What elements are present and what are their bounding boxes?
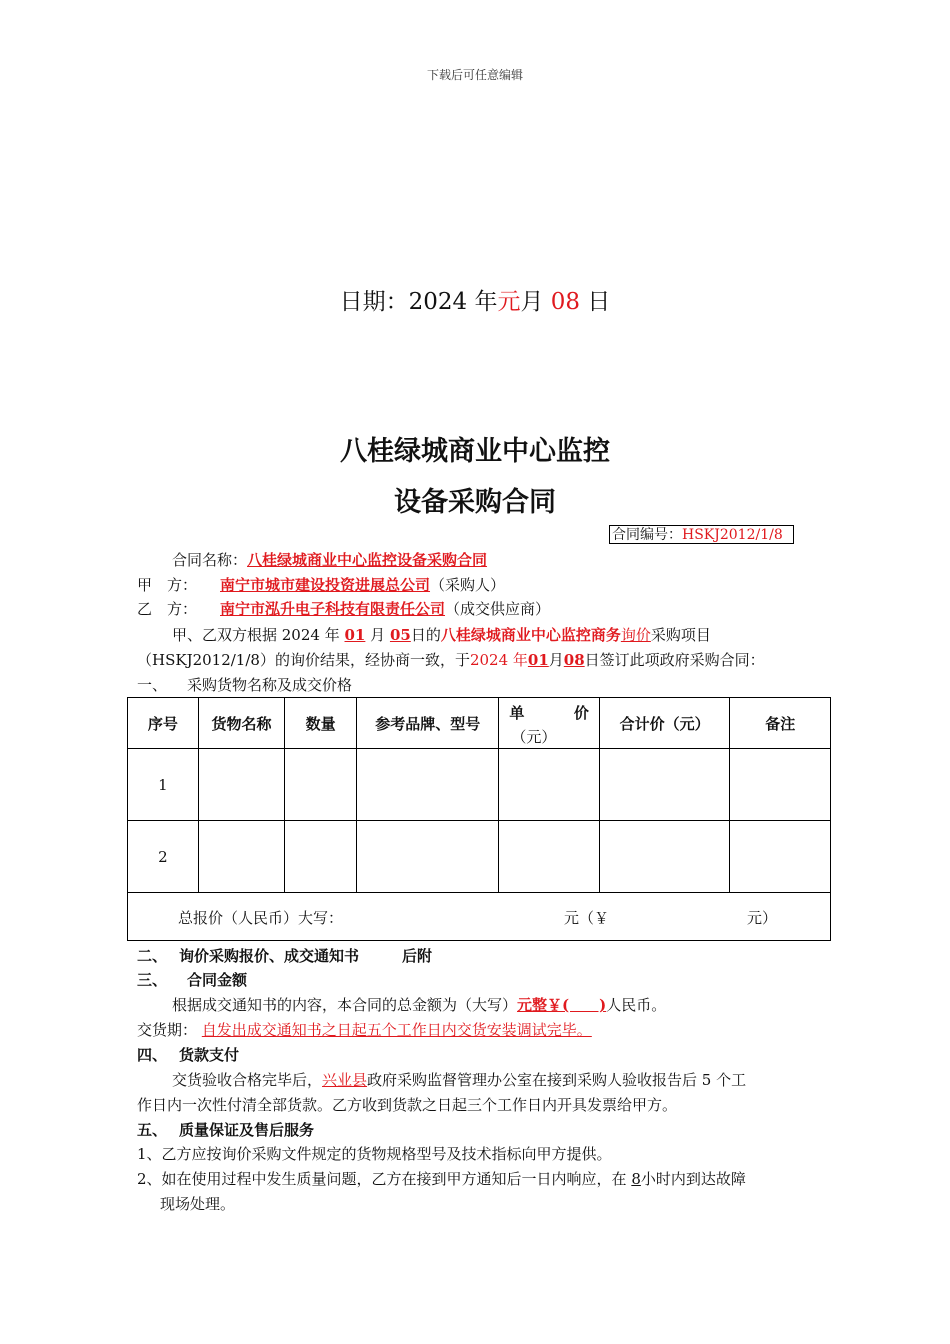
- party-b-label: 乙 方：: [137, 600, 198, 618]
- cell-remark: [730, 749, 831, 821]
- party-a-value: 南宁市城市建设投资进展总公司: [220, 576, 431, 594]
- intro-inquiry: 询价: [620, 626, 651, 644]
- intro-month-1: 01: [344, 626, 366, 644]
- header-note: 下载后可任意编辑: [426, 68, 523, 82]
- party-a-label: 甲 方：: [137, 576, 198, 594]
- section-5-heading: [137, 1119, 314, 1140]
- table-header-row: [128, 698, 831, 749]
- section-title: 货款支付: [179, 1046, 240, 1064]
- table-row: [128, 749, 831, 821]
- section-number: 二、: [137, 947, 168, 965]
- table-row: [128, 821, 831, 893]
- payment-line-1: [172, 1069, 746, 1091]
- section-4-heading: [137, 1044, 239, 1065]
- intro-text: （HSKJ2012/1/8）的询价结果，经协商一致，于: [137, 651, 470, 669]
- section-number: 四、: [137, 1046, 168, 1064]
- cell-remark: [730, 821, 831, 893]
- contract-name-line: [172, 549, 487, 571]
- section-2-heading: [137, 945, 432, 966]
- cell-unit-price: [499, 821, 599, 893]
- contract-number-label: 合同编号：: [612, 527, 682, 543]
- contract-name-label: 合同名称：: [172, 551, 248, 569]
- delivery-line: [137, 1019, 592, 1041]
- unit-price-char-2: 价: [573, 704, 589, 722]
- intro-text: 月: [548, 651, 564, 669]
- section-number: 五、: [137, 1121, 168, 1139]
- intro-year-2: 2024 年: [469, 651, 528, 669]
- col-header-goods: 货物名称: [198, 698, 285, 749]
- date-line: [0, 283, 950, 316]
- intro-project: 八桂绿城商业中心监控商务: [440, 626, 621, 644]
- row-no: 1: [128, 749, 199, 821]
- unit-price-char-1: 单: [509, 704, 525, 722]
- row-no: 2: [128, 821, 199, 893]
- section-1-heading: [137, 674, 352, 696]
- amount-text: 根据成交通知书的内容，本合同的总金额为（大写）: [172, 996, 518, 1014]
- amount-value: 元整￥( ): [517, 996, 607, 1014]
- intro-text: 采购项目: [650, 626, 711, 644]
- col-header-no: 序号: [128, 698, 199, 749]
- total-label: 总报价（人民币）大写：: [178, 909, 344, 927]
- date-day-suffix: 日: [587, 289, 611, 315]
- delivery-label: 交货期：: [137, 1021, 198, 1039]
- amount-line: [172, 994, 666, 1016]
- quality-item-1: 1、乙方应按询价采购文件规定的货物规格型号及技术指标向甲方提供。: [137, 1145, 612, 1163]
- date-day: 08: [550, 289, 581, 315]
- payment-text: 交货验收合格完毕后，: [172, 1071, 323, 1089]
- section-title: 询价采购报价、成交通知书: [179, 947, 360, 965]
- total-cell: [128, 893, 831, 941]
- cell-total: [599, 749, 730, 821]
- party-b-value: 南宁市泓升电子科技有限责任公司: [220, 600, 446, 618]
- section-3-heading: [137, 969, 247, 990]
- cell-unit-price: [499, 749, 599, 821]
- quality-text: 小时内到达故障: [640, 1170, 746, 1188]
- contract-name-value: 八桂绿城商业中心监控设备采购合同: [247, 551, 488, 569]
- intro-text: 甲、乙双方根据 2024 年: [172, 626, 340, 644]
- party-a-role: （采购人）: [430, 576, 506, 594]
- cell-total: [599, 821, 730, 893]
- cell-brand: [357, 749, 499, 821]
- col-header-unit-price: [499, 698, 599, 749]
- intro-text: 日签订此项政府采购合同：: [584, 651, 765, 669]
- col-header-remark: 备注: [730, 698, 831, 749]
- cell-qty: [285, 749, 357, 821]
- quality-item-2-cont: 现场处理。: [160, 1195, 236, 1213]
- intro-text: 月: [370, 626, 386, 644]
- section-title: 采购货物名称及成交价格: [187, 676, 353, 694]
- unit-price-unit: （元）: [511, 728, 557, 746]
- intro-line-1: [172, 624, 711, 646]
- intro-day-2: 08: [563, 651, 585, 669]
- amount-suffix: 人民币。: [606, 996, 667, 1014]
- payment-line-2: 作日内一次性付清全部货款。乙方收到货款之日起三个工作日内开具发票给甲方。: [137, 1096, 678, 1114]
- quality-text: 2、如在使用过程中发生质量问题，乙方在接到甲方通知后一日内响应，在: [137, 1170, 627, 1188]
- party-b-line: [137, 598, 550, 620]
- total-yuan: 元（￥: [564, 909, 610, 927]
- cell-goods: [198, 749, 285, 821]
- party-a-line: [137, 574, 505, 596]
- section-title: 合同金额: [187, 971, 248, 989]
- quality-hours: 8: [631, 1170, 641, 1188]
- section-title: 质量保证及售后服务: [179, 1121, 315, 1139]
- contract-number-value: HSKJ2012/1/8: [682, 527, 783, 543]
- goods-table: [127, 697, 831, 941]
- intro-month-2: 01: [527, 651, 549, 669]
- intro-text: 日的: [410, 626, 441, 644]
- section-number: 三、: [137, 971, 168, 989]
- cell-qty: [285, 821, 357, 893]
- title-line-2: 设备采购合同: [394, 487, 556, 518]
- quality-item-2: [137, 1168, 746, 1190]
- col-header-brand: 参考品牌、型号: [357, 698, 499, 749]
- payment-county: 兴业县: [322, 1071, 368, 1089]
- intro-day-1: 05: [389, 626, 411, 644]
- date-month: 元: [497, 289, 521, 315]
- date-month-suffix: 月: [520, 289, 544, 315]
- title-line-1: 八桂绿城商业中心监控: [340, 436, 610, 467]
- delivery-value: 自发出成交通知书之日起五个工作日内交货安装调试完毕。: [201, 1021, 592, 1039]
- section-note: 后附: [402, 947, 433, 965]
- cell-goods: [198, 821, 285, 893]
- total-close: 元）: [747, 909, 778, 927]
- col-header-qty: 数量: [285, 698, 357, 749]
- payment-text: 政府采购监督管理办公室在接到采购人验收报告后 5 个工: [367, 1071, 747, 1089]
- intro-line-2: [137, 649, 765, 671]
- cell-brand: [357, 821, 499, 893]
- section-number: 一、: [137, 676, 168, 694]
- col-header-total: 合计价（元）: [599, 698, 730, 749]
- table-total-row: [128, 893, 831, 941]
- date-prefix: 日期：2024 年: [339, 289, 498, 315]
- contract-number-box: [609, 525, 794, 544]
- party-b-role: （成交供应商）: [445, 600, 551, 618]
